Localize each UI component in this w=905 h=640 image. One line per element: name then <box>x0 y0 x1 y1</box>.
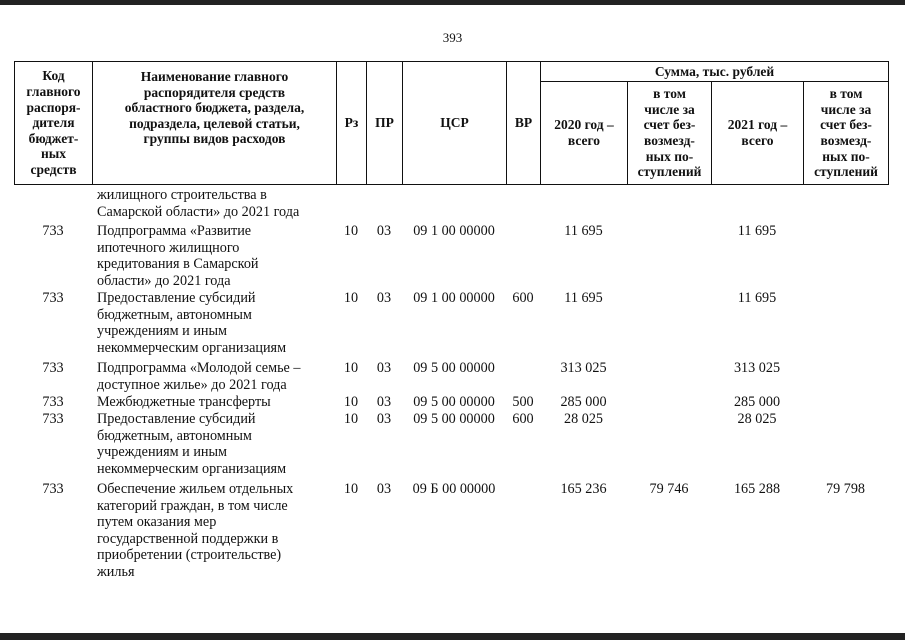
row-code: 733 <box>42 223 64 239</box>
row-free-2021: 79 798 <box>825 481 865 497</box>
bottom-border <box>0 633 905 640</box>
header-pr: ПР <box>375 115 394 131</box>
row-name: Предоставление субсидий бюджетным, автономным учреждениям и иным некоммерческим организациям <box>97 411 287 477</box>
header-bottom-line <box>14 184 889 185</box>
row-sum-2020: 313 025 <box>560 360 607 376</box>
row-code: 733 <box>42 360 64 376</box>
row-code: 733 <box>42 411 64 427</box>
row-name: жилищного строительства в Самарской области» до 2021 года <box>97 187 300 220</box>
row-pr: 03 <box>376 290 392 306</box>
header-2021-free: в том числе за счет без- возмезд- ных по- ступлений <box>814 86 878 180</box>
row-sum-2021: 11 695 <box>737 290 777 306</box>
row-csr: 09 1 00 00000 <box>413 223 495 239</box>
row-sum-2021: 165 288 <box>733 481 781 497</box>
header-2020-free: в том числе за счет без- возмезд- ных по- ступлений <box>637 86 702 180</box>
row-sum-2020: 11 695 <box>564 290 603 306</box>
col-line <box>888 61 889 185</box>
table-header <box>14 61 889 185</box>
row-vr: 600 <box>512 290 534 306</box>
row-vr: 600 <box>512 411 534 427</box>
row-pr: 03 <box>376 481 392 497</box>
row-free-2020: 79 746 <box>649 481 689 497</box>
header-2021-total: 2021 год – всего <box>727 117 788 148</box>
row-pr: 03 <box>376 360 392 376</box>
row-rz: 10 <box>343 394 359 410</box>
row-pr: 03 <box>376 394 392 410</box>
row-csr: 09 5 00 00000 <box>413 394 495 410</box>
row-name: Обеспечение жильем отдельных категорий граждан, в том числе путем оказания мер государственной поддержки в приобретении (строительстве) жилья <box>97 481 294 580</box>
row-sum-2020: 28 025 <box>563 411 603 427</box>
row-name: Межбюджетные трансферты <box>97 394 271 410</box>
row-csr: 09 Б 00 00000 <box>412 481 496 497</box>
row-sum-2021: 313 025 <box>733 360 781 376</box>
row-sum-2020: 165 236 <box>560 481 607 497</box>
row-sum-2021: 11 695 <box>737 223 777 239</box>
header-code: Код главного распоря- дителя бюджет- ных средств <box>26 68 81 177</box>
top-border <box>0 0 905 5</box>
row-code: 733 <box>42 290 64 306</box>
page-number: 393 <box>442 30 463 45</box>
row-rz: 10 <box>343 481 359 497</box>
row-sum-2020: 11 695 <box>564 223 603 239</box>
row-name: Подпрограмма «Молодой семье – доступное жилье» до 2021 года <box>97 360 301 393</box>
row-pr: 03 <box>376 411 392 427</box>
header-2020-total: 2020 год – всего <box>554 117 614 148</box>
row-code: 733 <box>42 481 64 497</box>
row-sum-2021: 28 025 <box>737 411 777 427</box>
row-rz: 10 <box>343 290 359 306</box>
row-name: Предоставление субсидий бюджетным, автономным учреждениям и иным некоммерческим организациям <box>97 290 287 356</box>
header-vr: ВР <box>514 115 533 131</box>
row-name: Подпрограмма «Развитие ипотечного жилищного кредитования в Самарской области» до 2021 года <box>97 223 259 289</box>
row-csr: 09 5 00 00000 <box>413 360 495 376</box>
row-vr: 500 <box>512 394 534 410</box>
row-rz: 10 <box>343 223 359 239</box>
row-sum-2020: 285 000 <box>560 394 607 410</box>
row-rz: 10 <box>343 411 359 427</box>
row-sum-2021: 285 000 <box>733 394 781 410</box>
row-csr: 09 5 00 00000 <box>413 411 495 427</box>
header-name: Наименование главного распорядителя средств областного бюджета, раздела, подраздела, целевой статьи, группы видов расходов <box>124 69 305 147</box>
row-rz: 10 <box>343 360 359 376</box>
header-rz: Рз <box>344 115 359 131</box>
header-csr: ЦСР <box>440 115 469 131</box>
row-csr: 09 1 00 00000 <box>413 290 495 306</box>
header-sum: Сумма, тыс. рублей <box>654 63 775 79</box>
row-code: 733 <box>42 394 64 410</box>
row-pr: 03 <box>376 223 392 239</box>
